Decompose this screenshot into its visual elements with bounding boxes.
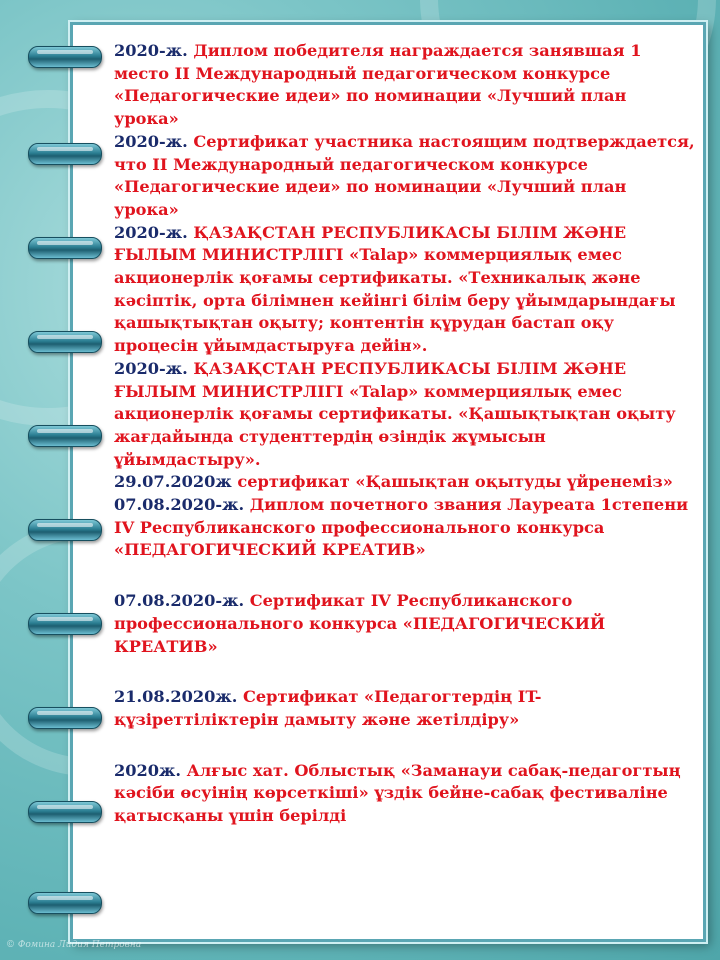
entry-date: 2020-ж. (114, 222, 188, 242)
entry-text: Диплом почетного звания Лауреата 1степени IV Республиканского профессионального конкурса «ПЕДАГОГИЧЕСКИЙ КРЕАТИВ» (114, 495, 689, 560)
entry-date: 29.07.2020ж (114, 472, 232, 492)
entry-text: Сертификат «Педагогтердің IT-құзіреттіліктерін дамыту және жетілдіру» (114, 687, 542, 729)
binder-ring (28, 331, 102, 353)
spacer (114, 562, 696, 590)
binder-ring (28, 237, 102, 259)
entry-date: 21.08.2020ж. (114, 687, 238, 707)
entry-date: 2020ж. (114, 760, 182, 780)
achievement-entry (114, 471, 696, 494)
binder-ring (28, 707, 102, 729)
entry-text: Алғыс хат. Облыстық «Заманауи сабақ-педагогтың кәсіби өсуінің көрсеткіші» ұздік бейне-сабақ фестиваліне қатысқаны үшін берілді (114, 760, 681, 826)
entry-date: 2020-ж. (114, 358, 188, 378)
achievement-entry (114, 590, 696, 658)
entry-date: 07.08.2020-ж. (114, 495, 245, 515)
entry-text: ҚАЗАҚСТАН РЕСПУБЛИКАСЫ БІЛІМ ЖӘНЕ ҒЫЛЫМ МИНИСТРЛІГІ «Talap» коммерциялық емес акционерлік қоғамы сертификаты. «Техникалық және кәсіптік, орта білімнен кейінгі білім беру ұйымдарындағы қашықтықтан оқыту; контентін құрудан бастап оқу процесін ұйымдастыруға дейін». (114, 222, 676, 356)
achievement-entry (114, 358, 696, 472)
binder-ring (28, 892, 102, 914)
achievements-list (114, 40, 696, 828)
entry-date: 07.08.2020-ж. (114, 591, 245, 611)
binder-ring (28, 801, 102, 823)
entry-date: 2020-ж. (114, 41, 188, 60)
entry-text: ҚАЗАҚСТАН РЕСПУБЛИКАСЫ БІЛІМ ЖӘНЕ ҒЫЛЫМ МИНИСТРЛІГІ «Talap» коммерциялық емес акционерлік қоғамы сертификаты. «Қашықтықтан оқыту жағдайында студенттердің өзіндік жұмысын ұйымдастыру». (114, 358, 676, 469)
binder-ring (28, 613, 102, 635)
binder-ring (28, 425, 102, 447)
watermark: © Фомина Лидия Петровна (6, 940, 142, 950)
entry-date: 2020-ж. (114, 131, 188, 151)
entry-text: Сертификат IV Республиканского профессионального конкурса «ПЕДАГОГИЧЕСКИЙ КРЕАТИВ» (114, 591, 606, 656)
spacer (114, 658, 696, 686)
binder-ring (28, 143, 102, 165)
binder-ring (28, 519, 102, 541)
spacer (114, 732, 696, 760)
achievement-entry (114, 760, 696, 828)
achievement-entry (114, 686, 696, 731)
entry-text: Сертификат участника настоящим подтверждается, что II Международный педагогическом конкурсе «Педагогические идеи» по номинации «Лучший план урока» (114, 131, 695, 219)
binder-ring (28, 46, 102, 68)
achievement-entry (114, 494, 696, 562)
achievement-entry (114, 40, 696, 131)
achievement-entry (114, 131, 696, 222)
entry-text: сертификат «Қашықтан оқытуды үйренеміз» (231, 472, 673, 492)
entry-text: Диплом победителя награждается занявшая 1 место II Международный педагогическом конкурсе «Педагогические идеи» по номинации «Лучший план урока» (114, 41, 642, 129)
achievement-entry (114, 222, 696, 358)
